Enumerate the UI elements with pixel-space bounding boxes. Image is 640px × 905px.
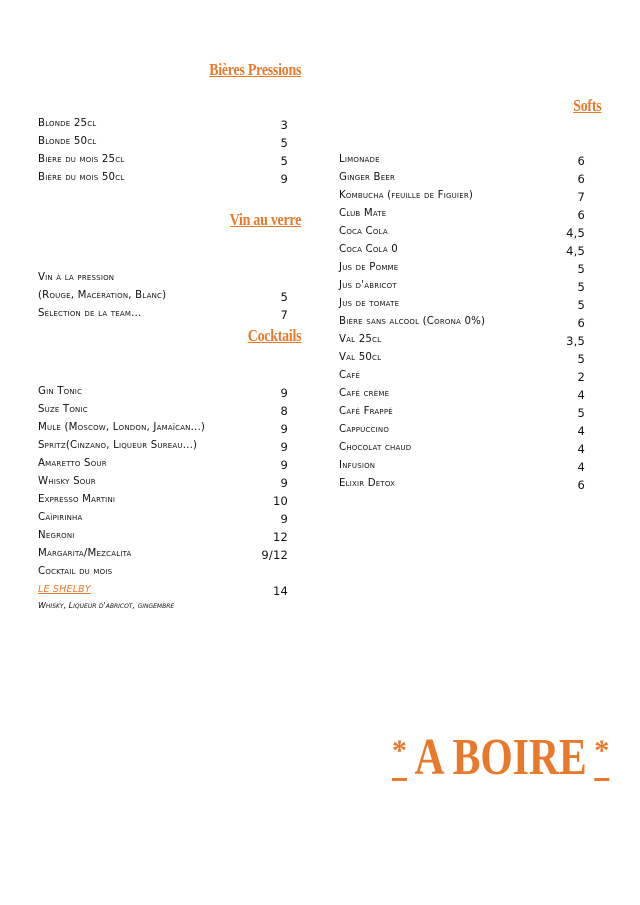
list-item — [339, 352, 585, 368]
item-price: 5 — [280, 290, 288, 304]
item-name: Blonde 25cl — [38, 118, 97, 129]
item-name: Café — [339, 370, 361, 381]
list-item — [38, 386, 288, 402]
item-name: Club Mate — [339, 208, 387, 219]
list-item — [339, 370, 585, 386]
list-item — [38, 136, 288, 152]
list-item — [38, 530, 288, 546]
item-name: Coca Cola 0 — [339, 244, 398, 255]
cocktails-heading: Cocktails — [247, 326, 301, 345]
item-name: Cocktail du mois — [38, 566, 113, 577]
item-name: Elixir Detox — [339, 478, 396, 489]
list-item — [38, 422, 288, 438]
item-name: Whisky Sour — [38, 476, 96, 487]
item-name: Sélection de la team... — [38, 308, 142, 319]
item-name: Limonade — [339, 154, 380, 165]
list-item — [339, 334, 585, 350]
item-price: 4 — [577, 424, 585, 438]
list-item — [339, 316, 585, 332]
item-name: Cappuccino — [339, 424, 390, 435]
item-price: 2 — [577, 370, 585, 384]
item-price: 4 — [577, 442, 585, 456]
item-name: Ginger Beer — [339, 172, 396, 183]
list-item — [339, 262, 585, 278]
item-price: 12 — [272, 530, 288, 544]
item-name: Bière du mois 50cl — [38, 172, 125, 183]
list-item — [38, 440, 288, 456]
list-item — [38, 494, 288, 510]
list-item — [38, 172, 288, 188]
list-item — [38, 512, 288, 528]
list-item — [38, 118, 288, 134]
special-cocktail-name: LE SHELBY — [38, 584, 91, 595]
softs-heading: Softs — [572, 96, 601, 115]
list-item — [339, 244, 585, 260]
list-item — [38, 458, 288, 474]
item-price: 9 — [280, 458, 288, 472]
item-name: Jus d'abricot — [339, 280, 397, 291]
item-name: Chocolat chaud — [339, 442, 412, 453]
list-item — [339, 208, 585, 224]
item-name: Jus de tomate — [339, 298, 400, 309]
list-item — [38, 566, 288, 582]
special-cocktail-description: Whisky, Liqueur d'abricot, gingembre — [38, 601, 175, 610]
list-item — [38, 476, 288, 492]
list-item — [339, 298, 585, 314]
list-item — [339, 424, 585, 440]
item-price: 9 — [280, 440, 288, 454]
item-name: Vin à la pression — [38, 272, 115, 283]
list-item — [38, 272, 288, 288]
vin-heading: Vin au verre — [229, 210, 301, 229]
item-price: 5 — [577, 352, 585, 366]
item-name: Caïpirinha — [38, 512, 83, 523]
special-cocktail-price: 14 — [272, 584, 288, 598]
list-item — [339, 478, 585, 494]
list-item — [339, 190, 585, 206]
item-price: 4 — [577, 388, 585, 402]
list-item — [339, 280, 585, 296]
item-price: 5 — [577, 280, 585, 294]
item-name: Bière sans alcool (Corona 0%) — [339, 316, 486, 327]
list-item — [339, 406, 585, 422]
item-name: Café crème — [339, 388, 390, 399]
item-price: 9 — [280, 386, 288, 400]
item-price: 5 — [577, 298, 585, 312]
item-name: Café Frappé — [339, 406, 393, 417]
item-price: 6 — [577, 154, 585, 168]
item-price: 5 — [280, 136, 288, 150]
item-name: Negroni — [38, 530, 75, 541]
item-price: 9 — [280, 476, 288, 490]
item-price: 6 — [577, 316, 585, 330]
item-price: 9/12 — [261, 548, 288, 562]
item-price: 3,5 — [566, 334, 585, 348]
item-price: 9 — [280, 512, 288, 526]
item-name: Amaretto Sour — [38, 458, 107, 469]
list-item — [339, 388, 585, 404]
item-price: 7 — [280, 308, 288, 322]
item-price: 4,5 — [566, 244, 585, 258]
item-name: Infusion — [339, 460, 376, 471]
item-name: Mule (Moscow, London, Jamaïcan...) — [38, 422, 206, 433]
item-name: Kombucha (feuille de Figuier) — [339, 190, 474, 201]
item-name: Bière du mois 25cl — [38, 154, 125, 165]
list-item — [339, 226, 585, 242]
list-item — [38, 308, 288, 324]
item-name: Jus de Pomme — [339, 262, 399, 273]
item-price: 5 — [577, 262, 585, 276]
bieres-heading: Bières Pressions — [209, 60, 301, 79]
item-price: 5 — [577, 406, 585, 420]
list-item — [339, 442, 585, 458]
item-price: 10 — [272, 494, 288, 508]
item-name: Margarita/Mezcalita — [38, 548, 132, 559]
list-item — [38, 154, 288, 170]
item-price: 3 — [280, 118, 288, 132]
item-price: 6 — [577, 172, 585, 186]
list-item — [339, 172, 585, 188]
item-name: Suze Tonic — [38, 404, 88, 415]
item-price: 9 — [280, 422, 288, 436]
item-price: 8 — [280, 404, 288, 418]
item-price: 6 — [577, 478, 585, 492]
item-price: 9 — [280, 172, 288, 186]
menu-title — [392, 728, 610, 798]
item-price: 4,5 — [566, 226, 585, 240]
item-price: 6 — [577, 208, 585, 222]
item-price: 7 — [577, 190, 585, 204]
list-item — [38, 548, 288, 564]
item-name: Expresso Martini — [38, 494, 116, 505]
list-item — [38, 404, 288, 420]
special-cocktail — [38, 584, 288, 600]
item-price: 5 — [280, 154, 288, 168]
item-name: (Rouge, Macération, Blanc) — [38, 290, 167, 301]
item-name: Val 50cl — [339, 352, 382, 363]
item-price: 4 — [577, 460, 585, 474]
menu-title-text: A BOIRE — [414, 729, 587, 786]
list-item — [339, 460, 585, 476]
star-left-icon: * — [392, 734, 407, 767]
item-name: Val 25cl — [339, 334, 382, 345]
item-name: Gin Tonic — [38, 386, 83, 397]
list-item — [339, 154, 585, 170]
item-name: Coca Cola — [339, 226, 388, 237]
list-item — [38, 290, 288, 306]
star-right-icon: * — [594, 734, 610, 767]
item-name: Blonde 50cl — [38, 136, 97, 147]
item-name: Spritz(Cinzano, Liqueur Sureau...) — [38, 440, 198, 451]
